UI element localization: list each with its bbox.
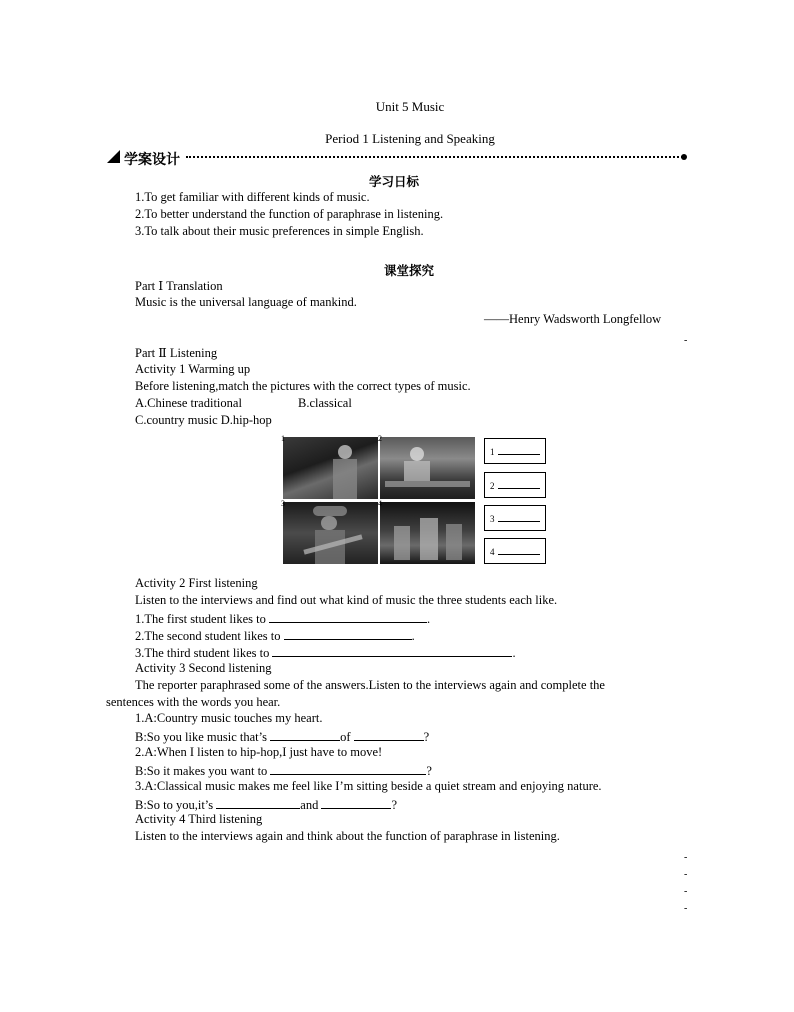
answer-blank[interactable]	[498, 446, 540, 455]
goal-item: 1.To get familiar with different kinds of music.	[135, 190, 370, 204]
answer-box-number: 1	[490, 447, 495, 457]
photo-country-guitarist	[283, 502, 378, 564]
activity2-question-1	[135, 610, 430, 627]
photo-number: 3	[281, 499, 285, 508]
unit-title: Unit 5 Music	[375, 99, 445, 114]
activity3-instruction-line2: sentences with the words you hear.	[106, 695, 281, 709]
activity3-q3-a: 3.A:Classical music makes me feel like I’m sitting beside a quiet stream and enjoying nature.	[135, 779, 602, 793]
activity4-title: Activity 4 Third listening	[135, 812, 263, 826]
activity3-q2-a: 2.A:When I listen to hip-hop,I just have to move!	[135, 745, 383, 759]
activity3-title: Activity 3 Second listening	[135, 661, 272, 675]
answer-box-number: 2	[490, 481, 495, 491]
photo-number: 4	[378, 499, 382, 508]
period-title: Period 1 Listening and Speaking	[325, 131, 495, 146]
photo-number: 1	[281, 434, 285, 443]
question-text: B:So you like music that’s	[135, 730, 267, 744]
activity1-title: Activity 1 Warming up	[135, 362, 251, 376]
part1-author: ——Henry Wadsworth Longfellow	[484, 312, 662, 326]
option-a: A.Chinese traditional	[135, 396, 242, 410]
answer-blank[interactable]	[272, 644, 512, 657]
banner-divider	[186, 156, 683, 158]
activity4-instruction: Listen to the interviews again and think about the function of paraphrase in listening.	[135, 829, 560, 843]
activity3-q2-b	[135, 762, 432, 779]
activity1-instruction: Before listening,match the pictures with the correct types of music.	[135, 379, 471, 393]
question-text: 2.The second student likes to	[135, 629, 281, 643]
photo-orchestra-conductor	[283, 437, 378, 499]
answer-box-3[interactable]	[484, 505, 546, 531]
activity2-question-2	[135, 627, 415, 644]
activity2-title: Activity 2 First listening	[135, 576, 258, 590]
margin-dash: -	[684, 869, 688, 880]
goal-item: 2.To better understand the function of paraphrase in listening.	[135, 207, 444, 221]
answer-blank[interactable]	[321, 796, 391, 809]
answer-blank[interactable]	[270, 762, 426, 775]
period-mark: .	[411, 629, 415, 643]
question-text: B:So it makes you want to	[135, 764, 268, 778]
answer-box-2[interactable]	[484, 472, 546, 498]
options-cd: C.country music D.hip-hop	[135, 413, 272, 427]
question-text: 3.The third student likes to	[135, 646, 270, 660]
photo-guzheng-player	[380, 437, 475, 499]
photo-hiphop-group	[380, 502, 475, 564]
margin-dash: -	[684, 903, 688, 914]
activity3-instruction-line1: The reporter paraphrased some of the answers.Listen to the interviews again and complete the	[135, 678, 605, 692]
answer-blank[interactable]	[284, 627, 412, 640]
goals-heading: 学习日标	[369, 174, 420, 189]
activity3-q1-a: 1.A:Country music touches my heart.	[135, 711, 323, 725]
answer-box-1[interactable]	[484, 438, 546, 464]
question-mark: ?	[391, 798, 398, 812]
part1-quote: Music is the universal language of mankind.	[135, 295, 357, 309]
photo-number: 2	[378, 434, 382, 443]
question-text: and	[300, 798, 319, 812]
banner-dot-icon	[681, 154, 687, 160]
explore-heading: 课堂探究	[384, 263, 435, 278]
answer-box-number: 4	[490, 547, 495, 557]
banner-label: 学案设计	[124, 152, 180, 168]
answer-box-4[interactable]	[484, 538, 546, 564]
answer-box-number: 3	[490, 514, 495, 524]
question-mark: ?	[426, 764, 432, 778]
answer-blank[interactable]	[269, 610, 427, 623]
period-mark: .	[512, 646, 516, 660]
margin-dash: -	[684, 886, 688, 897]
question-mark: ?	[423, 730, 430, 744]
answer-blank[interactable]	[216, 796, 300, 809]
banner-triangle-icon	[107, 150, 120, 163]
activity3-q1-b	[135, 728, 429, 745]
part1-title: Part Ⅰ Translation	[135, 279, 223, 293]
activity2-question-3	[135, 644, 516, 661]
answer-blank[interactable]	[498, 513, 540, 522]
part2-title: Part Ⅱ Listening	[135, 346, 218, 360]
answer-blank[interactable]	[498, 546, 540, 555]
period-mark: .	[427, 612, 431, 626]
margin-dash: -	[684, 852, 688, 863]
answer-blank[interactable]	[354, 728, 424, 741]
question-text: of	[340, 730, 351, 744]
activity2-instruction: Listen to the interviews and find out what kind of music the three students each like.	[135, 593, 558, 607]
activity3-q3-b	[135, 796, 397, 813]
answer-blank[interactable]	[270, 728, 340, 741]
question-text: 1.The first student likes to	[135, 612, 266, 626]
margin-dash: -	[684, 335, 688, 346]
answer-blank[interactable]	[498, 480, 540, 489]
option-b: B.classical	[298, 396, 352, 410]
question-text: B:So to you,it’s	[135, 798, 214, 812]
goal-item: 3.To talk about their music preferences in simple English.	[135, 224, 424, 238]
